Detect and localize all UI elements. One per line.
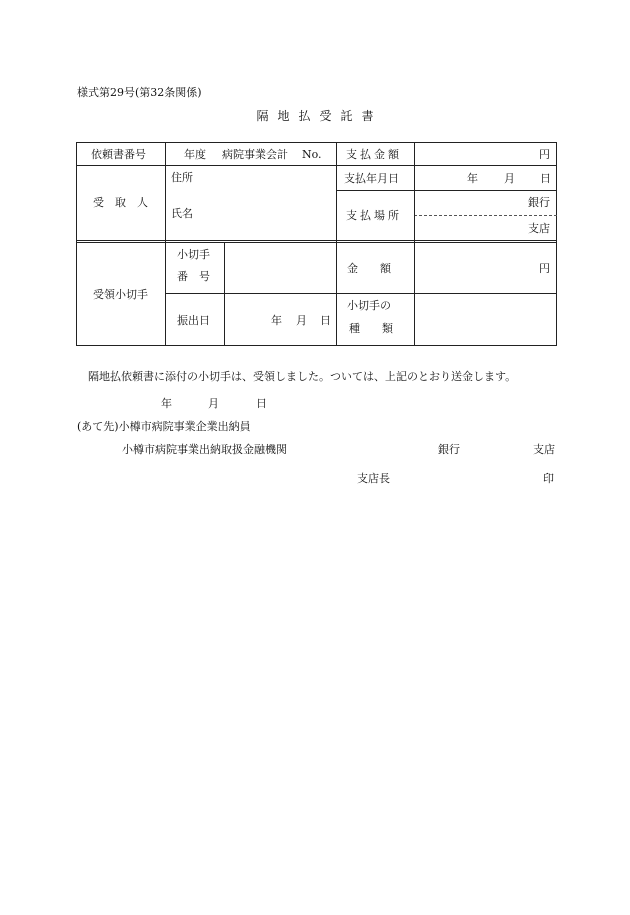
payment-amount-label: 支払金額 [346, 148, 402, 161]
received-check-label: 受領小切手 [93, 288, 148, 301]
addressee: (あて先)小樽市病院事業企業出納員 [77, 420, 251, 433]
branch-manager-label: 支店長 [357, 472, 390, 485]
institution-bank: 銀行 [438, 443, 460, 456]
payment-date-label: 支払年月日 [344, 172, 399, 185]
account-name: 病院事業会計 [222, 148, 288, 161]
document-title: 隔地払受託書 [256, 109, 383, 123]
rule-row-3b [76, 242, 557, 243]
institution-name: 小樽市病院事業出納取扱金融機関 [122, 443, 287, 456]
check-type-label-1: 小切手の [347, 299, 391, 312]
date-month: 月 [208, 397, 219, 410]
seal-mark: 印 [543, 472, 554, 485]
address-label: 住所 [171, 171, 193, 184]
institution-branch: 支店 [533, 443, 555, 456]
rule-payment-date [336, 190, 557, 191]
check-type-label-2: 種 類 [349, 322, 393, 335]
rule-col-2 [336, 142, 337, 346]
form-table [76, 142, 557, 346]
request-number-label: 依頼書番号 [91, 148, 146, 161]
payment-date-year: 年 [467, 172, 478, 185]
check-number-label-2: 番 号 [177, 270, 210, 283]
payment-place-label: 支払場所 [346, 209, 402, 222]
rule-row-1 [76, 165, 557, 166]
name-label: 氏名 [171, 207, 193, 220]
issue-date-year: 年 [271, 314, 282, 327]
receipt-statement: 隔地払依頼書に添付の小切手は、受領しました。ついては、上記のとおり送金します。 [88, 370, 517, 383]
payment-date-day: 日 [540, 172, 551, 185]
issue-date-label: 振出日 [177, 314, 210, 327]
date-day: 日 [256, 397, 267, 410]
check-number-label-1: 小切手 [177, 248, 210, 261]
issue-date-month: 月 [296, 314, 307, 327]
branch-label: 支店 [528, 222, 550, 235]
yen-unit: 円 [539, 148, 550, 161]
rule-col-1 [165, 142, 166, 346]
date-year: 年 [161, 397, 172, 410]
rule-col-check [224, 242, 225, 346]
payment-date-month: 月 [504, 172, 515, 185]
form-number: 様式第29号(第32条関係) [77, 86, 202, 99]
recipient-label: 受 取 人 [93, 196, 148, 209]
dashed-bank-rule [414, 215, 557, 216]
rule-col-3 [414, 142, 415, 346]
bank-label: 銀行 [528, 196, 550, 209]
yen-unit-2: 円 [539, 262, 550, 275]
fiscal-year-label: 年度 [184, 148, 206, 161]
rule-row-3 [76, 240, 557, 241]
number-label: No. [302, 148, 322, 161]
amount-label: 金 額 [347, 262, 391, 275]
issue-date-day: 日 [320, 314, 331, 327]
